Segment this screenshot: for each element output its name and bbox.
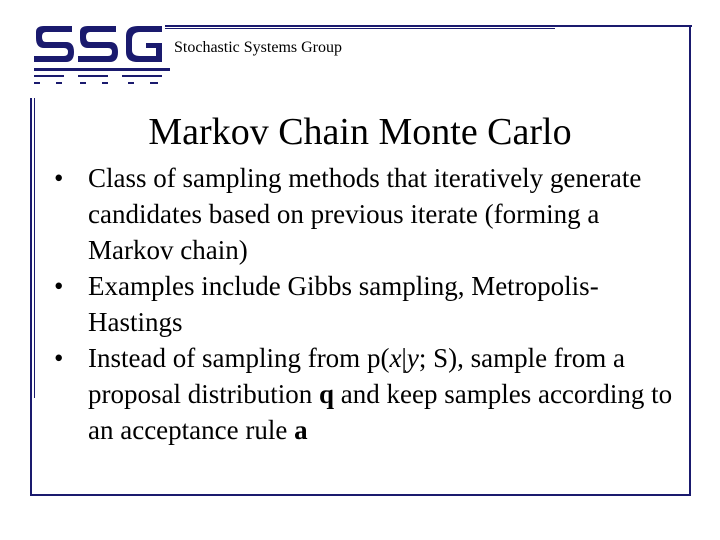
bullet-dot-icon: •: [54, 343, 64, 373]
slide-title: Markov Chain Monte Carlo: [148, 111, 572, 153]
conditional-bar: |: [401, 343, 407, 373]
variable-a: a: [294, 415, 308, 445]
group-name: Stochastic Systems Group: [174, 39, 342, 56]
frame-bottom-line: [30, 494, 691, 496]
bullet-text: Examples include Gibbs sampling, Metropolis-Hastings: [88, 271, 599, 337]
frame-top-line: [165, 25, 692, 27]
bullet-item: [54, 268, 674, 340]
bullet-item: [54, 340, 674, 448]
variable-x: x: [389, 343, 402, 373]
variable-q: q: [319, 379, 335, 409]
ssg-logo: [30, 24, 170, 94]
frame-top-inner-line: [165, 28, 555, 29]
bullet-text-part: and keep samples according to an acceptance rule: [88, 379, 673, 445]
bullet-text-part: ; S), sample from a proposal distribution: [88, 343, 626, 409]
bullet-item: [54, 160, 674, 268]
bullet-text: Class of sampling methods that iteratively generate candidates based on previous iterate (forming a Markov chain): [88, 163, 642, 265]
bullet-dot-icon: •: [54, 271, 64, 301]
frame-left-line: [30, 98, 32, 496]
variable-y: y: [406, 343, 419, 373]
bullet-text-part: Instead of sampling from p(: [88, 343, 390, 373]
frame-right-line: [689, 25, 691, 495]
bullet-list: [54, 160, 674, 448]
bullet-dot-icon: •: [54, 163, 64, 193]
